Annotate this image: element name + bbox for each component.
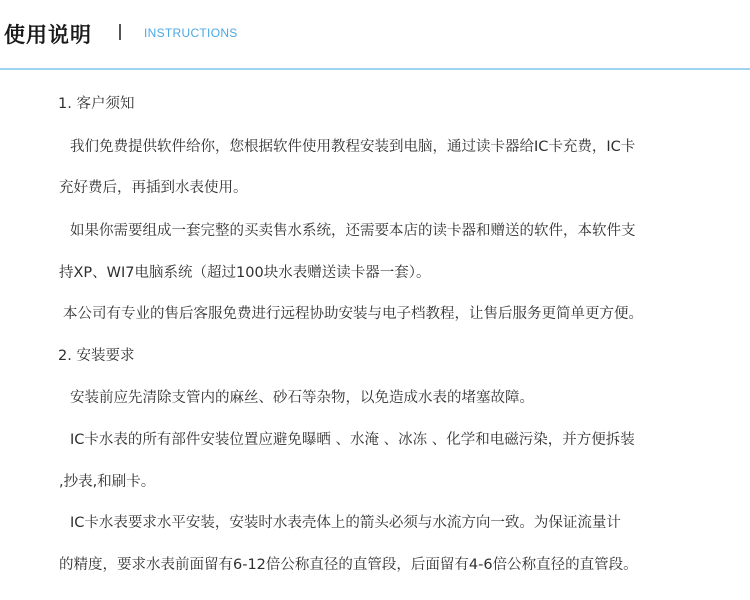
section-heading-customer-notice: 1. 客户须知 bbox=[58, 96, 135, 112]
paragraph-line: 我们免费提供软件给你，您根据软件使用教程安装到电脑，通过读卡器给IC卡充费，IC卡 bbox=[70, 139, 636, 155]
page-title: 使用说明 bbox=[4, 23, 92, 47]
paragraph-line: 的精度，要求水表前面留有6-12倍公称直径的直管段，后面留有4-6倍公称直径的直管段。 bbox=[59, 557, 638, 573]
section-heading-installation-requirements: 2. 安装要求 bbox=[58, 348, 135, 364]
paragraph-line: 充好费后，再插到水表使用。 bbox=[59, 180, 248, 196]
paragraph-line: ,抄表,和刷卡。 bbox=[59, 474, 156, 490]
paragraph-line: 本公司有专业的售后客服免费进行远程协助安装与电子档教程，让售后服务更简单更方便。 bbox=[63, 306, 643, 322]
paragraph-line: IC卡水表的所有部件安装位置应避免曝晒 、水淹 、冰冻 、化学和电磁污染，并方便拆装 bbox=[70, 432, 635, 448]
title-separator bbox=[119, 24, 121, 40]
paragraph-line: 持XP、WI7电脑系统（超过100块水表赠送读卡器一套）。 bbox=[59, 265, 431, 281]
page-subtitle: INSTRUCTIONS bbox=[144, 26, 238, 40]
paragraph-line: 如果你需要组成一套完整的买卖售水系统，还需要本店的读卡器和赠送的软件，本软件支 bbox=[70, 223, 636, 239]
paragraph-line: 安装前应先清除支管内的麻丝、砂石等杂物，以免造成水表的堵塞故障。 bbox=[70, 390, 534, 406]
header-divider bbox=[0, 68, 750, 70]
paragraph-line: IC卡水表要求水平安装，安装时水表壳体上的箭头必须与水流方向一致。为保证流量计 bbox=[70, 515, 621, 531]
page-header bbox=[0, 0, 750, 70]
